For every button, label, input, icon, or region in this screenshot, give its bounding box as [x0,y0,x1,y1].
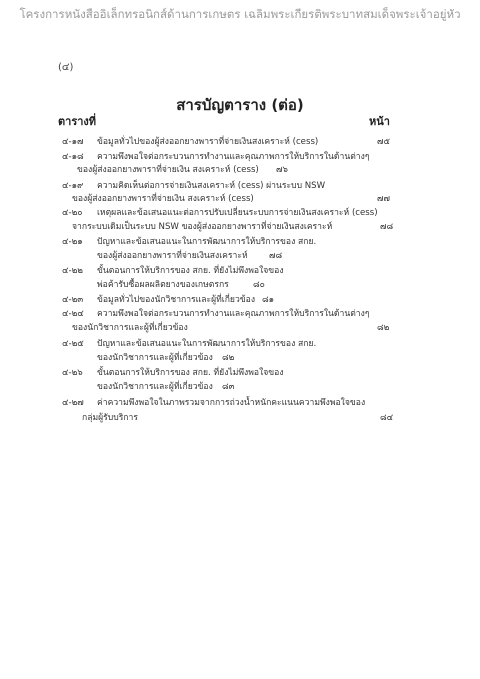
toc-entry-page: ๘๒ [222,353,235,363]
toc-entry-title-continuation: ของนักวิชาการและผู้ที่เกี่ยวข้อง [72,323,188,333]
toc-entry-title: ค่าความพึงพอใจในภาพรวมจากการถ่วงน้ำหนักคะแนนความพึงพอใจของ [97,398,366,408]
toc-entry-number: ๔-๒๒ [62,266,83,276]
toc-entry-title-continuation: กลุ่มผู้รับบริการ [82,413,138,423]
column-header-page: หน้า [369,115,390,128]
toc-entry-title: ข้อมูลทั่วไปของนักวิชาการและผู้ที่เกี่ยวข้อง [97,295,256,305]
toc-entry-number: ๔-๑๙ [62,181,84,191]
toc-entry-page: ๘๒ [377,323,390,333]
toc-entry-title-continuation: ของนักวิชาการและผู้ที่เกี่ยวข้อง [97,382,213,392]
column-header-table-no: ตารางที่ [58,115,97,128]
page-number: (๔) [58,62,74,73]
page-title: สารบัญตาราง (ต่อ) [176,96,304,114]
toc-entry-title-continuation: พ่อค้ารับซื้อผลผลิตยางของเกษตรกร [97,280,229,290]
toc-entry-title: เหตุผลและข้อเสนอแนะต่อการปรับเปลี่ยนระบบการจ่ายเงินสงเคราะห์ (cess) [97,208,378,218]
toc-entry-title: ปัญหาและข้อเสนอแนะในการพัฒนาการให้บริการของ สกย. [97,339,317,349]
toc-entry-number: ๔-๒๔ [62,309,84,319]
toc-entry-title: ขั้นตอนการให้บริการของ สกย. ที่ยังไม่พึงพอใจของ [97,368,284,378]
toc-entry-title-continuation: ของนักวิชาการและผู้ที่เกี่ยวข้อง [97,353,213,363]
toc-entry-number: ๔-๒๗ [62,398,84,408]
toc-entry-title-continuation: จากระบบเดิมเป็นระบบ NSW ของผู้ส่งออกยางพาราที่จ่ายเงินสงเคราะห์ [72,222,333,232]
toc-entry-title: ความคิดเห็นต่อการจ่ายเงินสงเคราะห์ (cess) ผ่านระบบ NSW [97,181,326,191]
toc-entry-title-continuation: ของผู้ส่งออกยางพาราที่จ่ายเงินสงเคราะห์ [97,251,248,261]
toc-entry-page: ๗๘ [380,222,394,232]
toc-entry-title: ความพึงพอใจต่อกระบวนการทำงานและคุณภาพการให้บริการในด้านต่างๆ [97,152,370,162]
toc-entry-title: ขั้นตอนการให้บริการของ สกย. ที่ยังไม่พึงพอใจของ [97,266,284,276]
toc-entry-title: ปัญหาและข้อเสนอแนะในการพัฒนาการให้บริการของ สกย. [97,237,317,247]
toc-entry-page: ๘๔ [380,413,394,423]
toc-entry-page: ๗๖ [276,165,288,175]
toc-entry-title: ความพึงพอใจต่อกระบวนการทำงานและคุณภาพการให้บริการในด้านต่างๆ [97,309,370,319]
toc-entry-page: ๘๑ [262,295,275,305]
toc-entry-number: ๔-๒๓ [62,295,84,305]
toc-entry-title-continuation: ของผู้ส่งออกยางพาราที่จ่ายเงิน สงเคราะห์ (cess) [72,194,254,204]
toc-entry-page: ๗๘ [269,251,283,261]
toc-entry-title-continuation: ของผู้ส่งออกยางพาราที่จ่ายเงิน สงเคราะห์ (cess) [77,165,259,175]
toc-entry-number: ๔-๒๕ [62,339,84,349]
toc-entry-page: ๗๕ [377,137,390,147]
toc-entry-number: ๔-๑๗ [62,137,84,147]
toc-entry-number: ๔-๑๘ [62,152,84,162]
toc-entry-number: ๔-๒๑ [62,237,83,247]
toc-entry-page: ๘๓ [222,382,235,392]
toc-entry-page: ๗๗ [377,194,390,204]
toc-entry-number: ๔-๒๖ [62,368,83,378]
toc-entry-number: ๔-๒๐ [62,208,83,218]
toc-entry-page: ๘๐ [253,280,265,290]
running-header: โครงการหนังสืออิเล็กทรอนิกส์ด้านการเกษตร เฉลิมพระเกียรติพระบาทสมเด็จพระเจ้าอยู่หัว [19,7,461,21]
toc-entry-title: ข้อมูลทั่วไปของผู้ส่งออกยางพาราที่จ่ายเงินสงเคราะห์ (cess) [97,137,319,147]
